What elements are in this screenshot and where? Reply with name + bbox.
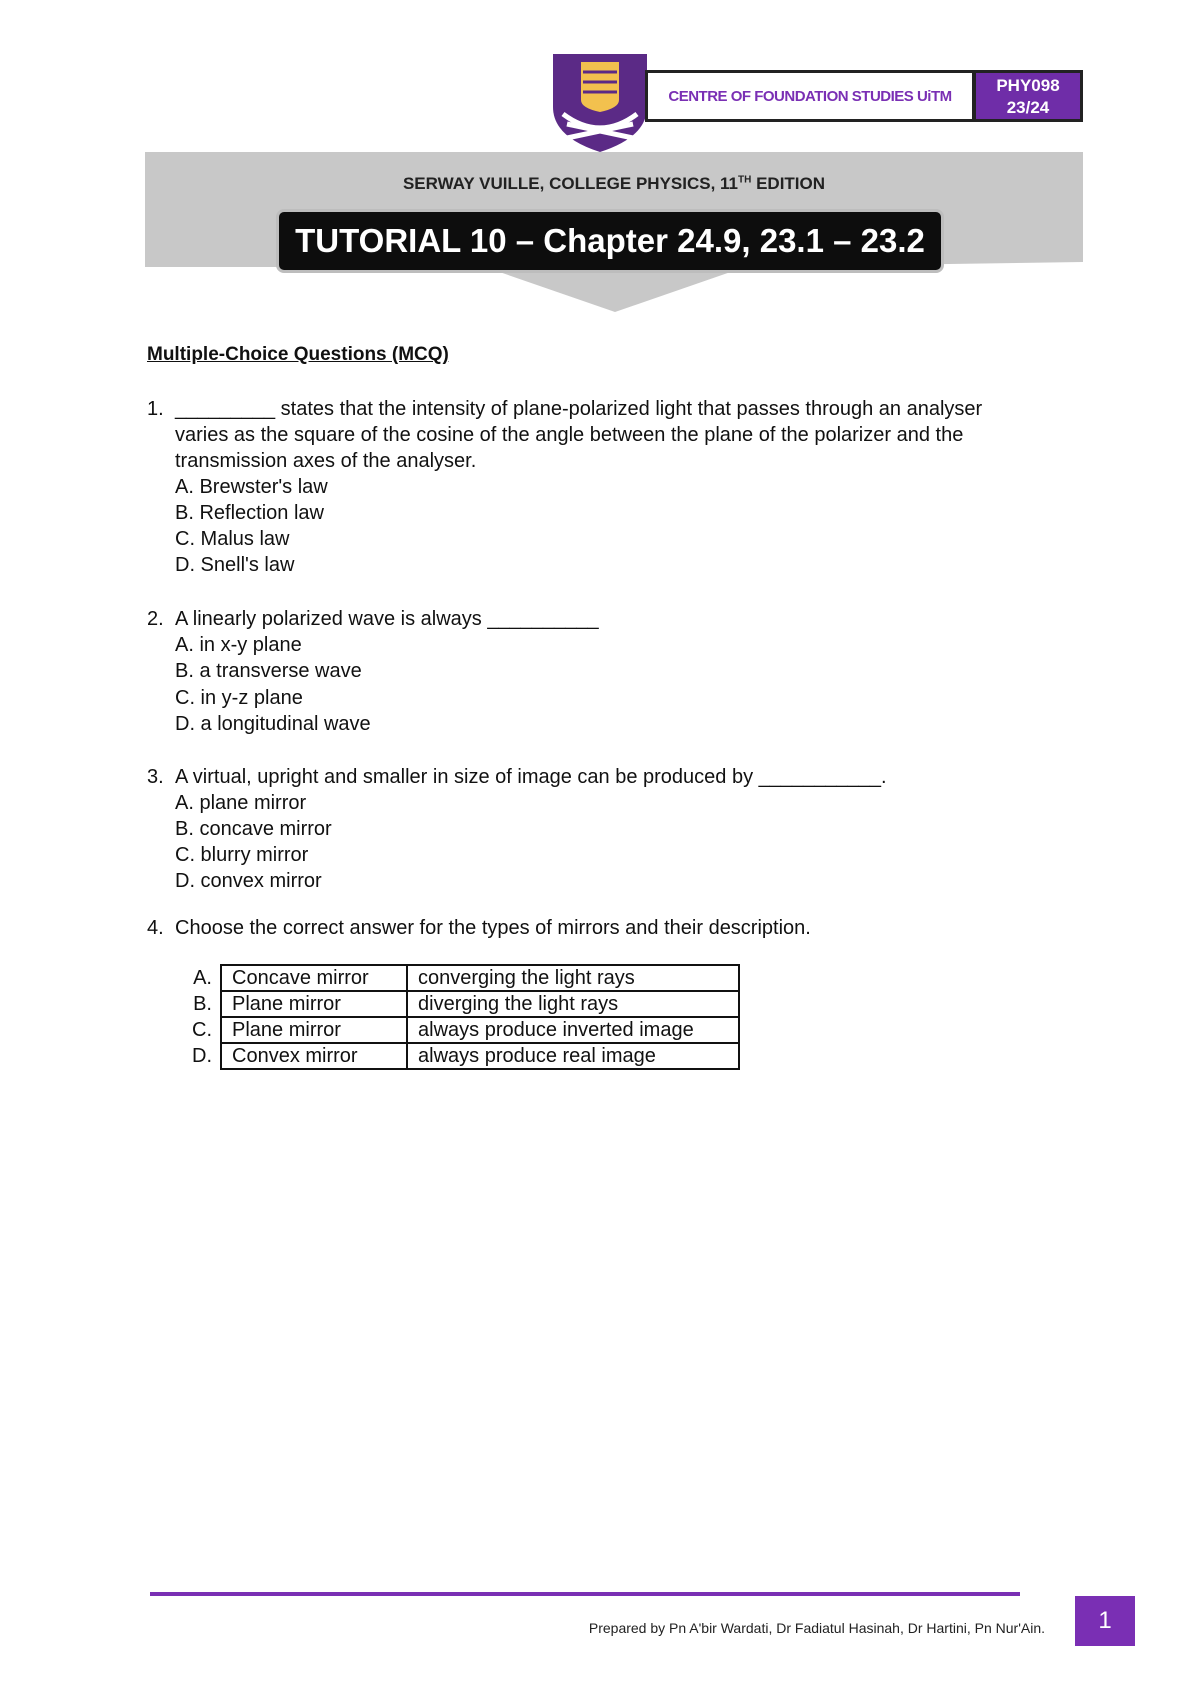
uitm-logo-icon [545, 52, 655, 152]
footer-divider [150, 1592, 1020, 1596]
question-text: Choose the correct answer for the types of mirrors and their description. [175, 917, 811, 939]
option-letter: D. [192, 1045, 212, 1067]
option-letter: C. [192, 1019, 212, 1041]
option-letter: A. [193, 967, 212, 989]
option-b: B. a transverse wave [175, 660, 362, 682]
mirror-type: Plane mirror [221, 991, 407, 1017]
question-text: varies as the square of the cosine of the angle between the plane of the polarizer and the [175, 424, 964, 446]
mirror-description: diverging the light rays [407, 991, 739, 1017]
question-text: _________ states that the intensity of plane-polarized light that passes through an analyser [175, 398, 983, 420]
question-number: 2. [147, 608, 164, 630]
option-a: A. in x-y plane [175, 634, 302, 656]
mirror-type: Convex mirror [221, 1043, 407, 1069]
mirror-description: always produce inverted image [407, 1017, 739, 1043]
course-code: PHY098 [996, 76, 1060, 95]
option-c: C. blurry mirror [175, 844, 309, 866]
mirror-description: converging the light rays [407, 965, 739, 991]
option-c: C. in y-z plane [175, 687, 303, 709]
option-b: B. Reflection law [175, 502, 324, 524]
prepared-by: Prepared by Pn A'bir Wardati, Dr Fadiatul Hasinah, Dr Hartini, Pn Nur'Ain. [588, 1620, 1045, 1636]
centre-label: CENTRE OF FOUNDATION STUDIES UiTM [645, 70, 975, 122]
question-number: 4. [147, 917, 164, 939]
table-row [190, 965, 739, 991]
option-a: A. plane mirror [175, 792, 307, 814]
option-a: A. Brewster's law [175, 476, 328, 498]
textbook-title: SERWAY VUILLE, COLLEGE PHYSICS, 11TH EDITION [402, 174, 826, 193]
option-d: D. a longitudinal wave [175, 713, 371, 735]
session: 23/24 [1006, 98, 1050, 117]
mirror-description: always produce real image [407, 1043, 739, 1069]
question-number: 1. [147, 398, 164, 420]
option-b: B. concave mirror [175, 818, 332, 840]
course-code-badge [973, 70, 1083, 122]
question-text: A virtual, upright and smaller in size of image can be produced by ___________. [175, 766, 887, 788]
section-heading: Multiple-Choice Questions (MCQ) [147, 344, 449, 365]
table-row [190, 1043, 739, 1069]
question-number: 3. [147, 766, 164, 788]
table-row [190, 1017, 739, 1043]
question-text: transmission axes of the analyser. [175, 450, 477, 472]
page-number: 1 [1075, 1596, 1135, 1646]
option-d: D. convex mirror [175, 870, 322, 892]
table-row [190, 991, 739, 1017]
option-c: C. Malus law [175, 528, 290, 550]
mirror-type: Plane mirror [221, 1017, 407, 1043]
question-text: A linearly polarized wave is always __________ [175, 608, 599, 630]
option-d: D. Snell's law [175, 554, 295, 576]
option-letter: B. [193, 993, 212, 1015]
tutorial-title: TUTORIAL 10 – Chapter 24.9, 23.1 – 23.2 [276, 209, 944, 273]
mirror-type: Concave mirror [221, 965, 407, 991]
mirror-table [190, 964, 740, 1070]
